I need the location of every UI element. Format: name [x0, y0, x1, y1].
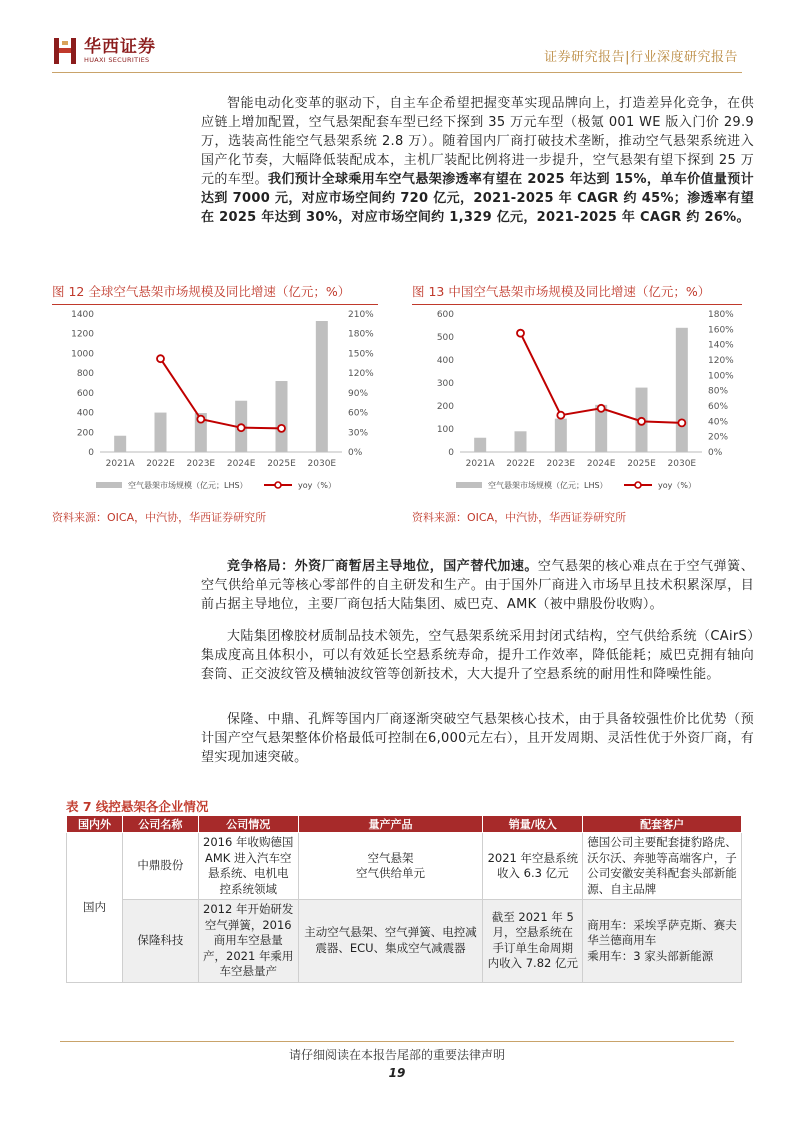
huaxi-logo-icon	[52, 36, 78, 66]
right-axis-tick-label: 0%	[708, 448, 723, 458]
yoy-point	[238, 424, 245, 431]
yoy-point	[638, 418, 645, 425]
right-axis-tick-label: 120%	[348, 369, 374, 380]
figure-13-source: 资料来源：OICA，中汽协，华西证券研究所	[412, 511, 627, 524]
customers-cell: 德国公司主要配套捷豹路虎、沃尔沃、奔驰等高端客户，子公司安徽安美科配套头部新能源、自主品牌	[583, 833, 742, 900]
right-axis-tick-label: 140%	[708, 340, 734, 351]
profile-cell: 2012 年开始研发空气弹簧，2016 商用车空悬量产，2021 年乘用车空悬量产	[198, 900, 298, 983]
table-header-cell: 销量/收入	[483, 816, 583, 833]
yoy-point	[598, 405, 605, 412]
bar-mark	[515, 431, 527, 452]
x-axis-tick-label: 2023E	[186, 459, 216, 469]
sales-cell: 2021 年空悬系统收入 6.3 亿元	[483, 833, 583, 900]
legend-line-marker	[635, 482, 641, 488]
table-row	[67, 833, 742, 900]
table-header-cell: 配套客户	[583, 816, 742, 833]
products-cell: 空气悬架 空气供给单元	[298, 833, 483, 900]
left-axis-tick-label: 600	[436, 310, 454, 320]
left-axis-tick-label: 100	[436, 425, 454, 435]
legend-bar-swatch	[456, 482, 482, 488]
figure-12-title: 图 12 全球空气悬架市场规模及同比增速（亿元；%）	[52, 282, 378, 305]
paragraph-continental-vibracoustic: 大陆集团橡胶材质制品技术领先，空气悬架系统采用封闭式结构，空气供给系统（CAirS）集成度高且体积小，可以有效延长空悬系统寿命，提升工作效率，降低能耗；威巴克拥有轴向套筒、正交波纹管及横轴波纹管等创新技术，大大提升了空悬系统的耐用性和降噪性能。	[201, 629, 754, 682]
company-table	[66, 815, 742, 983]
bar-mark	[155, 413, 167, 452]
left-axis-tick-label: 400	[436, 356, 454, 366]
region-cell: 国内	[67, 833, 123, 983]
figure-12-chart	[52, 302, 388, 502]
left-axis-tick-label: 500	[436, 333, 454, 343]
right-axis-tick-label: 30%	[348, 428, 369, 439]
x-axis-tick-label: 2021A	[105, 459, 135, 469]
profile-cell: 2016 年收购德国 AMK 进入汽车空悬系统、电机电控系统领域	[198, 833, 298, 900]
left-axis-tick-label: 300	[436, 379, 454, 389]
bar-mark	[316, 321, 328, 452]
left-axis-tick-label: 400	[76, 408, 94, 419]
x-axis-tick-label: 2022E	[506, 459, 535, 469]
yoy-line	[161, 359, 282, 429]
yoy-point	[157, 355, 164, 362]
logo-chinese-name: 华西证券	[84, 37, 156, 57]
right-axis-tick-label: 40%	[708, 417, 729, 428]
x-axis-tick-label: 2021A	[465, 459, 495, 469]
company-logo	[52, 36, 156, 66]
right-axis-tick-label: 160%	[708, 325, 734, 336]
bar-mark	[676, 328, 688, 452]
right-axis-tick-label: 20%	[708, 432, 729, 443]
paragraph-bold-text: 我们预计全球乘用车空气悬架渗透率有望在 2025 年达到 15%，单车价值量预计达到 7000 元，对应市场空间约 720 亿元，2021-2025 年 CAGR 约 45%；渗透率有望在 2025 年达到 30%，对应市场空间约 1,329 亿元，2021-2025 年 CAGR 约 26%。	[201, 172, 754, 225]
right-axis-tick-label: 120%	[708, 356, 734, 366]
x-axis-tick-label: 2030E	[667, 459, 697, 469]
x-axis-tick-label: 2024E	[226, 459, 256, 469]
yoy-point	[517, 330, 524, 337]
bar-mark	[276, 381, 288, 452]
right-axis-tick-label: 90%	[348, 388, 369, 399]
yoy-point	[557, 412, 564, 419]
legend-bar-label: 空气悬架市场规模（亿元；LHS）	[488, 481, 608, 490]
legend-bar-label: 空气悬架市场规模（亿元；LHS）	[128, 481, 248, 490]
legend-line-label: yoy（%）	[658, 481, 696, 490]
right-axis-tick-label: 0%	[348, 448, 363, 458]
yoy-point	[678, 419, 685, 426]
right-axis-tick-label: 180%	[708, 310, 734, 320]
x-axis-tick-label: 2024E	[586, 459, 616, 469]
table-header-row	[67, 816, 742, 833]
logo-english-name: HUAXI SECURITIES	[84, 56, 150, 64]
x-axis-tick-label: 2022E	[146, 459, 175, 469]
left-axis-tick-label: 0	[448, 448, 454, 458]
legend-bar-swatch	[96, 482, 122, 488]
table-7-title: 表 7 线控悬架各企业情况	[66, 797, 742, 819]
x-axis-tick-label: 2025E	[267, 459, 296, 469]
sales-cell: 截至 2021 年 5 月，空悬系统在手订单生命周期内收入 7.82 亿元	[483, 900, 583, 983]
paragraph-market-outlook	[201, 94, 754, 227]
figure-12-source: 资料来源：OICA，中汽协，华西证券研究所	[52, 511, 267, 524]
page-number: 19	[388, 1066, 406, 1080]
left-axis-tick-label: 800	[76, 369, 94, 380]
left-axis-tick-label: 200	[436, 402, 454, 412]
legend-line-marker	[275, 482, 281, 488]
products-cell: 主动空气悬架、空气弹簧、电控减震器、ECU、集成空气减震器	[298, 900, 483, 983]
report-type: 证券研究报告|行业深度研究报告	[544, 50, 738, 65]
right-axis-tick-label: 60%	[708, 402, 729, 412]
x-axis-tick-label: 2025E	[627, 459, 656, 469]
bar-mark	[474, 438, 486, 452]
figure-13-title: 图 13 中国空气悬架市场规模及同比增速（亿元；%）	[412, 282, 742, 305]
table-row	[67, 900, 742, 983]
footer-disclaimer: 请仔细阅读在本报告尾部的重要法律声明	[288, 1048, 505, 1062]
right-axis-tick-label: 180%	[348, 329, 374, 340]
right-axis-tick-label: 100%	[708, 371, 734, 382]
figure-13-chart	[412, 302, 748, 502]
header-divider	[52, 72, 742, 73]
right-axis-tick-label: 80%	[708, 386, 729, 397]
left-axis-tick-label: 1400	[71, 310, 94, 320]
company-name-cell: 中鼎股份	[122, 833, 198, 900]
right-axis-tick-label: 210%	[348, 310, 374, 320]
bar-mark	[555, 419, 567, 452]
paragraph-competition	[201, 557, 754, 614]
footer-divider	[60, 1041, 734, 1042]
yoy-point	[278, 425, 285, 432]
table-header-cell: 国内外	[67, 816, 123, 833]
bar-mark	[114, 436, 126, 452]
left-axis-tick-label: 600	[76, 388, 94, 399]
company-name-cell: 保隆科技	[122, 900, 198, 983]
table-header-cell: 公司情况	[198, 816, 298, 833]
table-header-cell: 公司名称	[122, 816, 198, 833]
right-axis-tick-label: 150%	[348, 349, 374, 360]
x-axis-tick-label: 2023E	[546, 459, 576, 469]
left-axis-tick-label: 1200	[71, 329, 94, 340]
x-axis-tick-label: 2030E	[307, 459, 337, 469]
left-axis-tick-label: 200	[76, 428, 94, 439]
left-axis-tick-label: 1000	[71, 349, 94, 360]
table-header-cell: 量产产品	[298, 816, 483, 833]
legend-line-label: yoy（%）	[298, 481, 336, 490]
paragraph-domestic-makers: 保隆、中鼎、孔辉等国内厂商逐渐突破空气悬架核心技术，由于具备较强性价比优势（预计国产空气悬架整体价格最低可控制在6,000元左右），且开发周期、灵活性优于外资厂商，有望实现加速突破。	[201, 712, 754, 765]
left-axis-tick-label: 0	[88, 448, 94, 458]
yoy-point	[197, 416, 204, 423]
paragraph-text: 空气悬架的核心难点在于空气弹簧、空气供给单元等核心零部件的自主研发和生产。由于国外厂商进入市场早且技术积累深厚，目前占据主导地位，主要厂商包括大陆集团、威巴克、AMK（被中鼎股份收购）。	[201, 559, 754, 612]
paragraph-text: 智能电动化变革的驱动下，自主车企希望把握变革实现品牌向上，打造差异化竞争，在供应链上增加配置，空气悬架配套车型已经下探到 35 万元车型（极氪 001 WE 版入门价 29.9 万，选装高性能空气悬架系统 2.8 万）。随着国内厂商打破技术垄断，推动空气悬架系统进入国产化节奏，大幅降低装配成本，主机厂装配比例将进一步提升，空气悬架有望下探到 25 万元的车型。	[201, 96, 754, 187]
customers-cell: 商用车：采埃孚萨克斯、赛夫华兰德商用车 乘用车：3 家头部新能源	[583, 900, 742, 983]
right-axis-tick-label: 60%	[348, 408, 369, 419]
paragraph-bold-heading: 竞争格局：外资厂商暂居主导地位，国产替代加速。	[227, 559, 538, 574]
